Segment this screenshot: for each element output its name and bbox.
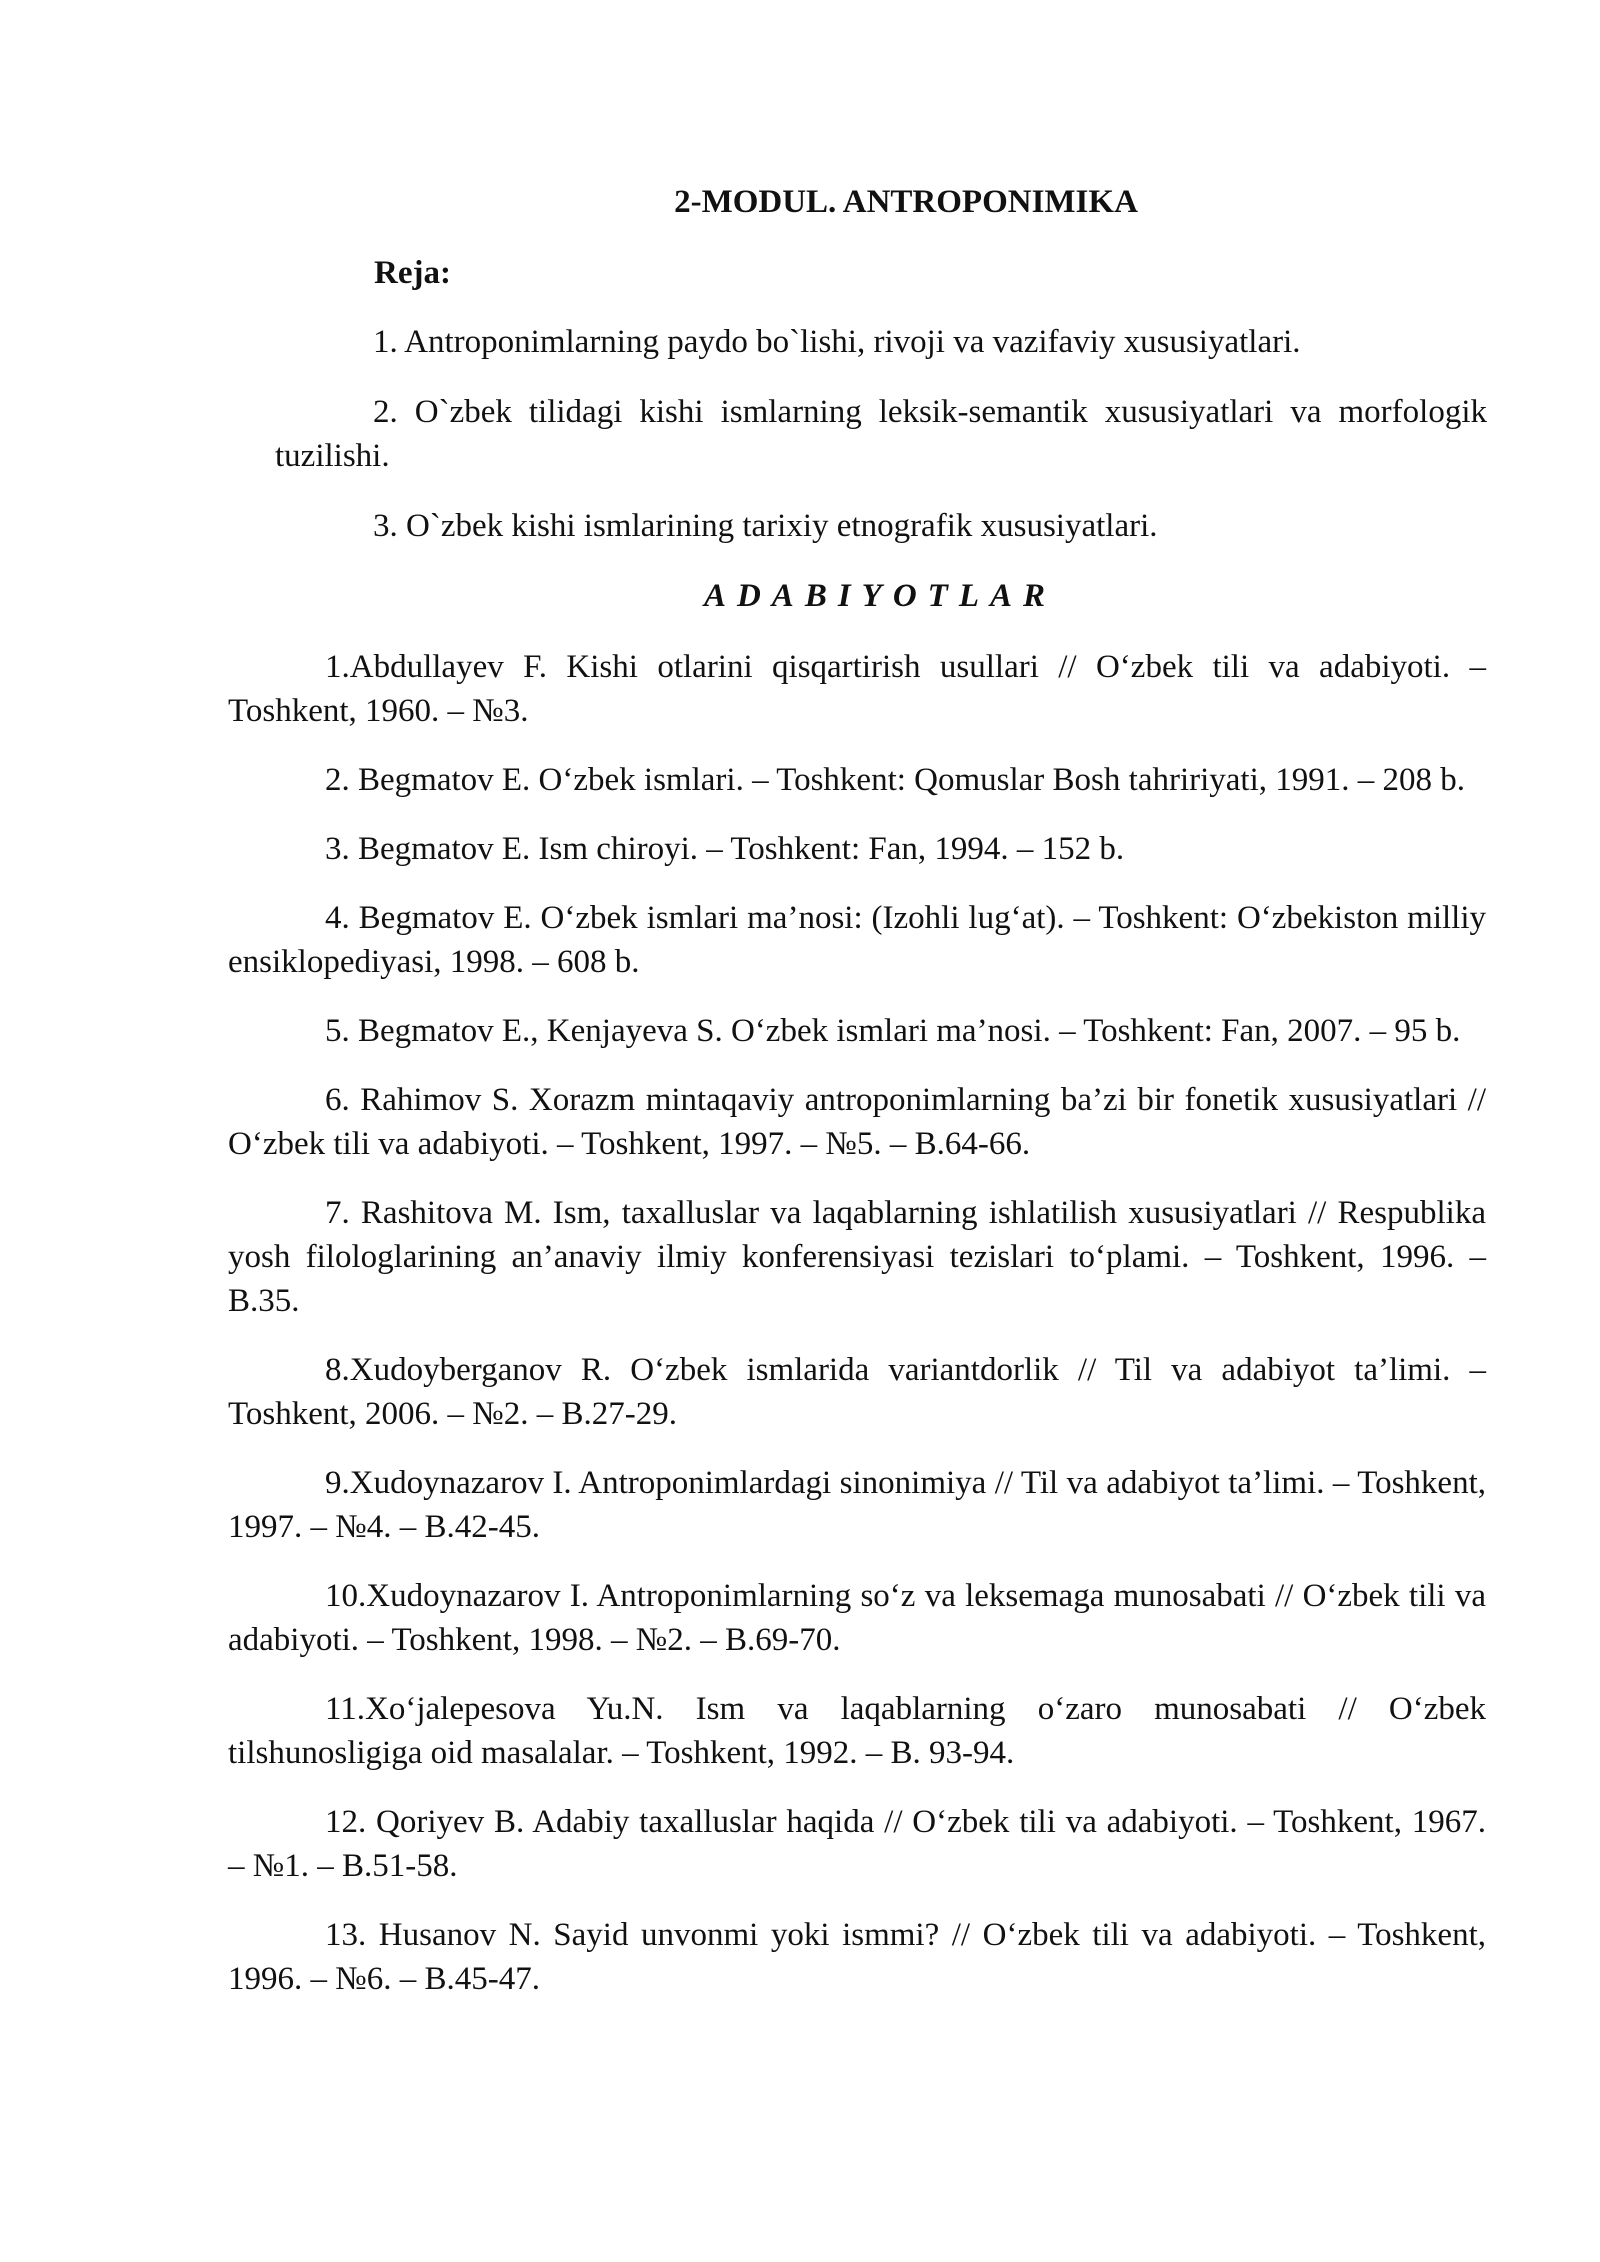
references-heading: ADABIYOTLAR [703,578,1057,614]
plan-list [275,320,1487,574]
reference-item: 7. Rashitova M. Ism, taxalluslar va laqablarning ishlatilish xususiyatlari // Respublika yosh filologlarining an’anaviy ilmiy konferensiyasi tezislari to‘plami. – Toshkent, 1996. – B.35. [228,1195,1486,1319]
reference-item: 13. Husanov N. Sayid unvonmi yoki ismmi? // O‘zbek tili va adabiyoti. – Toshkent, 1996. – №6. – B.45-47. [228,1917,1486,1997]
reference-item: 4. Begmatov E. O‘zbek ismlari ma’nosi: (Izohli lug‘at). – Toshkent: O‘zbekiston milliy ensiklopediyasi, 1998. – 608 b. [228,900,1486,980]
reference-item: 2. Begmatov E. O‘zbek ismlari. – Toshkent: Qomuslar Bosh tahririyati, 1991. – 208 b. [325,762,1466,798]
module-title: 2-MODUL. ANTROPONIMIKA [674,184,1138,220]
reference-item: 3. Begmatov E. Ism chiroyi. – Toshkent: Fan, 1994. – 152 b. [325,831,1125,867]
reference-item: 8.Xudoyberganov R. O‘zbek ismlarida variantdorlik // Til va adabiyot ta’limi. – Toshkent, 2006. – №2. – B.27-29. [228,1352,1486,1432]
reference-item: 6. Rahimov S. Xorazm mintaqaviy antroponimlarning ba’zi bir fonetik xususiyatlari // O‘zbek tili va adabiyoti. – Toshkent, 1997. – №5. – B.64-66. [228,1082,1486,1162]
reference-item: 9.Xudoynazarov I. Antroponimlardagi sinonimiya // Til va adabiyot ta’limi. – Toshkent, 1997. – №4. – B.42-45. [228,1465,1486,1545]
plan-item: 2. O`zbek tilidagi kishi ismlarning leksik-semantik xususiyatlari va morfologik tuzilishi. [275,394,1487,474]
reference-item: 10.Xudoynazarov I. Antroponimlarning so‘z va leksemaga munosabati // O‘zbek tili va adabiyoti. – Toshkent, 1998. – №2. – B.69-70. [228,1578,1486,1658]
reference-item: 1.Abdullayev F. Kishi otlarini qisqartirish usullari // O‘zbek tili va adabiyoti. – Toshkent, 1960. – №3. [228,649,1486,729]
plan-item: 3. O`zbek kishi ismlarining tarixiy etnografik xususiyatlari. [373,508,1158,544]
reference-item: 5. Begmatov E., Kenjayeva S. O‘zbek ismlari ma’nosi. – Toshkent: Fan, 2007. – 95 b. [325,1013,1461,1049]
plan-item: 1. Antroponimlarning paydo bo`lishi, rivoji va vazifaviy xususiyatlari. [373,324,1301,360]
reference-item: 11.Xo‘jalepesova Yu.N. Ism va laqablarning o‘zaro munosabati // O‘zbek tilshunosligiga oid masalalar. – Toshkent, 1992. – B. 93-94. [228,1691,1486,1771]
reference-item: 12. Qoriyev B. Adabiy taxalluslar haqida // O‘zbek tili va adabiyoti. – Toshkent, 1967. – №1. – B.51-58. [228,1804,1486,1884]
references-list [228,645,1486,2026]
plan-heading: Reja: [374,255,451,291]
title-area [0,0,1600,300]
